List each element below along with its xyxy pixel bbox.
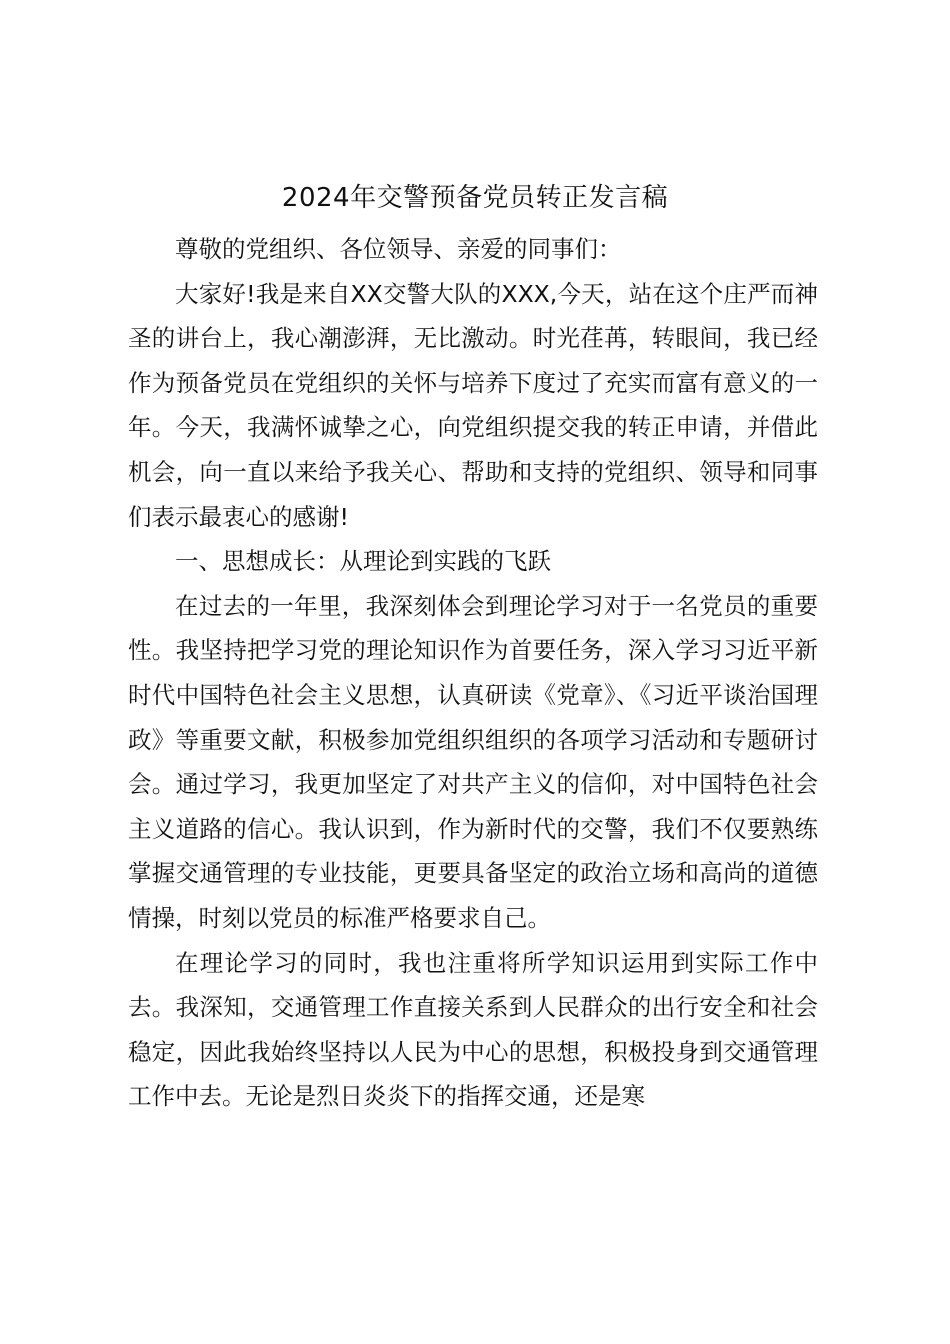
document-body [128, 227, 818, 1119]
salutation: 尊敬的党组织、各位领导、亲爱的同事们： [175, 235, 622, 263]
paragraph-practice: 在理论学习的同时，我也注重将所学知识运用到实际工作中去。我深知，交通管理工作直接关系到人民群众的出行安全和社会稳定，因此我始终坚持以人民为中心的思想，积极投身到交通管理工作中去。无论是烈日炎炎下的指挥交通，还是寒 [128, 948, 818, 1111]
section-heading: 一、思想成长：从理论到实践的飞跃 [175, 547, 551, 576]
paragraph-theory: 在过去的一年里，我深刻体会到理论学习对于一名党员的重要性。我坚持把学习党的理论知识作为首要任务，深入学习习近平新时代中国特色社会主义思想，认真研读《党章》、《习近平谈治国理政》等重要文献，积极参加党组织组织的各项学习活动和专题研讨会。通过学习，我更加坚定了对共产主义的信仰，对中国特色社会主义道路的信心。我认识到，作为新时代的交警，我们不仅要熟练掌握交通管理的专业技能，更要具备坚定的政治立场和高尚的道德情操，时刻以党员的标准严格要求自己。 [128, 591, 818, 932]
document-title: 2024年交警预备党员转正发言稿 [281, 183, 669, 213]
paragraph-intro: 大家好!我是来自XX交警大队的XXX,今天，站在这个庄严而神圣的讲台上，我心潮澎湃，无比激动。时光荏苒，转眼间，我已经作为预备党员在党组织的关怀与培养下度过了充实而富有意义的一年。今天，我满怀诚挚之心，向党组织提交我的转正申请，并借此机会，向一直以来给予我关心、帮助和支持的党组织、领导和同事们表示最衷心的感谢! [128, 279, 818, 531]
